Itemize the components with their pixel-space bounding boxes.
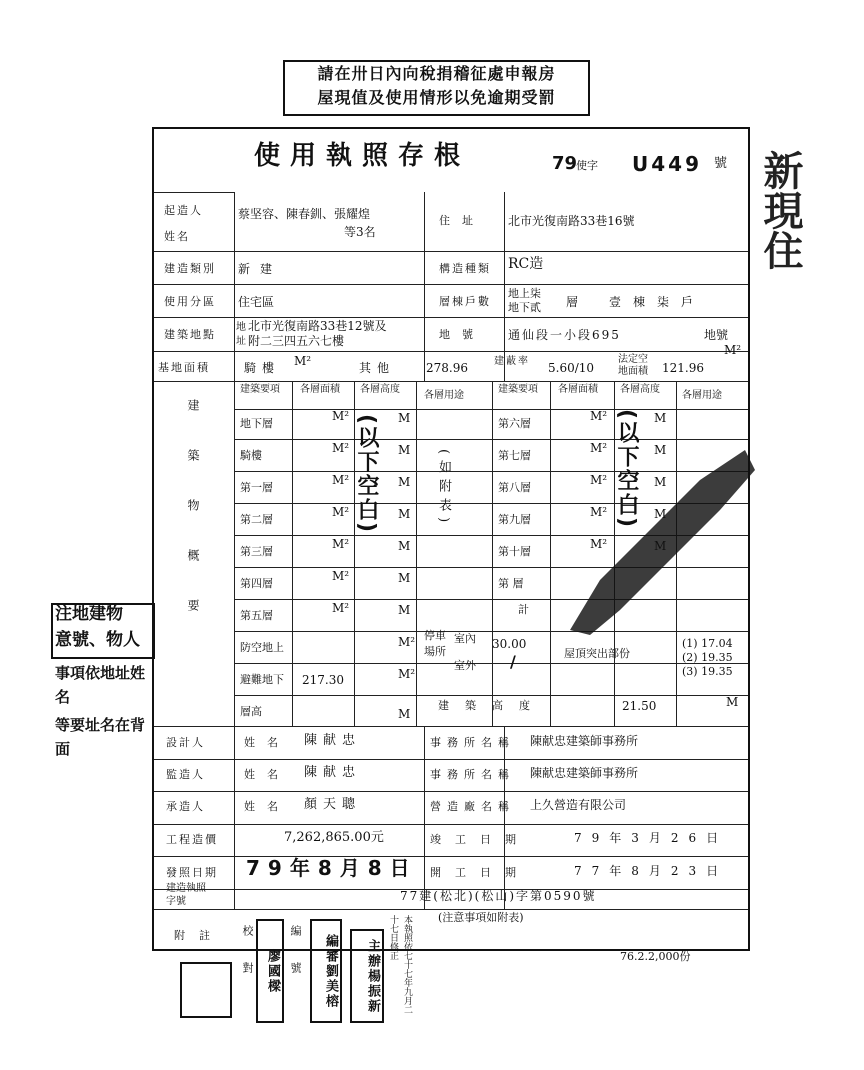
- unit-m-r0: M: [654, 411, 667, 425]
- building-height-value: 21.50: [622, 699, 657, 713]
- header-area-left: 各層面積: [300, 384, 340, 395]
- unit-m2-l5: M²: [332, 569, 350, 583]
- floors-above: 地上柒: [508, 287, 541, 300]
- designer-firm-label: 事務所名稱: [430, 736, 515, 749]
- build-type-value: 新建: [238, 262, 283, 276]
- location-line-1: 北市光復南路33巷12號及: [248, 319, 387, 333]
- unit-m2-r2: M²: [590, 473, 608, 487]
- notice-line-2: 屋現值及使用情形以免逾期受罰: [317, 88, 556, 107]
- unit-m-r1: M: [654, 443, 667, 457]
- unit-m2-r0: M²: [590, 409, 608, 423]
- header-height-left: 各層高度: [360, 384, 400, 395]
- parking-label-a: 停車: [424, 629, 446, 642]
- lot-suffix: 地號: [704, 328, 729, 342]
- site-area-label: 基地面積: [158, 361, 210, 374]
- unit-m-l3: M: [398, 507, 411, 521]
- cost-label: 工程造價: [166, 833, 218, 846]
- footer-print-info: 76.2.2,000份: [620, 950, 691, 963]
- unit-m-r3: M: [654, 507, 667, 521]
- stamp-4: 本執照依七十七年九月二十七日修正: [388, 915, 412, 1014]
- attached-note: (如附表): [436, 449, 451, 529]
- floor-right-2: 第八層: [498, 481, 531, 494]
- supervisor-firm-label: 事務所名稱: [430, 768, 515, 781]
- permit-number: U449: [632, 152, 702, 176]
- contractor-firm: 上久營造有限公司: [530, 798, 627, 812]
- contractor-name: 顏天聰: [304, 797, 362, 812]
- edge-marks: 新現住: [757, 150, 804, 270]
- unit-m-l6: M: [398, 603, 411, 617]
- remarks-col-b: 編號: [289, 925, 302, 999]
- unit-m-l9: M: [398, 707, 411, 721]
- building-side-label: 建築物概要: [186, 399, 200, 649]
- start-value: 77年8月23日: [574, 864, 729, 878]
- stamp-1: 廖國樑: [256, 919, 284, 1023]
- header-item-right: 建築要項: [498, 384, 538, 395]
- floor-left-8: 避難地下: [240, 673, 284, 686]
- floor-right-3: 第九層: [498, 513, 531, 526]
- completion-label: 竣工日期: [430, 833, 530, 846]
- floors-unit: 層: [566, 295, 579, 309]
- permit-year: 79: [552, 153, 578, 174]
- unit-m2-l1: M²: [332, 441, 350, 455]
- floor-right-5: 第 層: [498, 577, 524, 590]
- applicant-label-bottom: 姓名: [164, 230, 190, 243]
- header-use-right: 各層用途: [682, 390, 722, 401]
- supervisor-firm: 陳献忠建築師事務所: [530, 766, 639, 780]
- permit-label-a: 建造執照: [166, 883, 206, 894]
- floor-left-2: 第一層: [240, 481, 273, 494]
- floor-left-1: 騎樓: [240, 449, 262, 462]
- projection-v2: (2) 19.35: [682, 651, 733, 664]
- floor-left-5: 第四層: [240, 577, 273, 590]
- applicant-count: 等3名: [344, 225, 376, 239]
- floor-left-6: 第五層: [240, 609, 273, 622]
- side-note: [51, 603, 152, 823]
- permit-value: 77建(松北)(松山)字第0590號: [400, 889, 597, 903]
- permit-label-b: 字號: [166, 896, 186, 907]
- header-use-left: 各層用途: [424, 390, 464, 401]
- blank-note-left: (以下空白): [354, 414, 379, 535]
- stamp-2: 編審劉美榕: [310, 919, 342, 1023]
- projection-v3: (3) 19.35: [682, 665, 733, 678]
- lot-value: 通仙段一小段695: [508, 328, 621, 342]
- location-prefix-b: 址: [236, 336, 246, 347]
- floor-right-0: 第六層: [498, 417, 531, 430]
- legal-unit: M²: [724, 343, 742, 357]
- zoning-value: 住宅區: [238, 295, 275, 309]
- floor-right-4: 第十層: [498, 545, 531, 558]
- applicant-address: 北市光復南路33巷16號: [508, 214, 635, 228]
- unit-m-l4: M: [398, 539, 411, 553]
- contractor-firm-label: 營造廠名稱: [430, 800, 515, 813]
- lot-label: 地號: [439, 328, 485, 341]
- unit-m2-l8: M²: [398, 667, 416, 681]
- permit-prefix: 使字: [576, 159, 598, 172]
- location-prefix-a: 地: [236, 322, 246, 333]
- unit-m-l1: M: [398, 443, 411, 457]
- building-height-unit: M: [726, 695, 739, 709]
- designer-firm: 陳献忠建築師事務所: [530, 734, 639, 748]
- applicant-label-top: 起造人: [164, 204, 203, 217]
- ink-smudge: [560, 440, 760, 640]
- structure-label: 構造種類: [439, 262, 491, 275]
- unit-m2-l6: M²: [332, 601, 350, 615]
- notice-box: [283, 60, 590, 116]
- coverage-label: 建蔽率: [494, 356, 530, 367]
- stamp-3: 主辦楊振新: [350, 929, 384, 1023]
- unit-m2-l3: M²: [332, 505, 350, 519]
- structure-value: RC造: [508, 256, 544, 272]
- floor-left-0: 地下層: [240, 417, 273, 430]
- remarks-col-a: 校對: [241, 925, 254, 999]
- parking-outdoor-value: /: [510, 652, 516, 671]
- other-value: 278.96: [426, 361, 468, 375]
- unit-m2-l0: M²: [332, 409, 350, 423]
- location-line-2: 附二三四五六七樓: [248, 334, 345, 348]
- floor-left-4: 第三層: [240, 545, 273, 558]
- unit-m2-l7: M²: [398, 635, 416, 649]
- floors-count: 壹棟柒戶: [609, 295, 706, 309]
- unit-m2-l4: M²: [332, 537, 350, 551]
- designer-name: 陳献忠: [304, 733, 362, 748]
- shelter-below-value: 217.30: [302, 673, 344, 687]
- applicant-names: 蔡坚容、陳春釧、張耀煌: [238, 207, 371, 221]
- location-label: 建築地點: [164, 328, 216, 341]
- floors-below: 地下貳: [508, 301, 541, 314]
- permit-note: (注意事項如附表): [438, 911, 524, 924]
- issue-label: 發照日期: [166, 866, 218, 879]
- remarks-label: 附註: [174, 929, 224, 942]
- supervisor-name-label: 姓名: [244, 768, 290, 781]
- unit-m2-r1: M²: [590, 441, 608, 455]
- unit-m-l2: M: [398, 475, 411, 489]
- floor-right-6: 計: [518, 603, 529, 616]
- zoning-label: 使用分區: [164, 295, 216, 308]
- unit-m-l5: M: [398, 571, 411, 585]
- supervisor-name: 陳献忠: [304, 765, 362, 780]
- parking-label-b: 場所: [424, 645, 446, 658]
- unit-m-l0: M: [398, 411, 411, 425]
- side-note-line-2: 意號、物人: [55, 630, 140, 650]
- building-height-label: 建築高度: [438, 699, 546, 712]
- unit-m2-r3: M²: [590, 505, 608, 519]
- header-height-right: 各層高度: [620, 384, 660, 395]
- header-area-right: 各層面積: [558, 384, 598, 395]
- floor-right-1: 第七層: [498, 449, 531, 462]
- floors-label: 層棟戶數: [439, 295, 491, 308]
- legal-value: 121.96: [662, 361, 704, 375]
- arcade-unit: M²: [294, 354, 312, 368]
- legal-label-a: 法定空: [618, 354, 648, 365]
- other-label: 其他: [359, 361, 396, 375]
- header-item-left: 建築要項: [240, 384, 280, 395]
- blank-note-right: (以下空白): [614, 409, 639, 530]
- contractor-role: 承造人: [166, 800, 205, 813]
- floor-left-3: 第二層: [240, 513, 273, 526]
- build-type-label: 建造類別: [164, 262, 216, 275]
- unit-m2-l2: M²: [332, 473, 350, 487]
- legal-label-b: 地面積: [618, 366, 648, 377]
- start-label: 開工日期: [430, 866, 530, 879]
- side-note-line-1: 注地建物: [55, 604, 123, 624]
- permit-suffix: 號: [714, 156, 728, 171]
- unit-m-r2: M: [654, 475, 667, 489]
- side-note-line-4: 等要址名在背面: [55, 716, 146, 758]
- completion-value: 79年3月26日: [574, 831, 729, 845]
- cost-value: 7,262,865.00元: [284, 830, 384, 845]
- issue-value: 79年8月8日: [246, 856, 418, 880]
- coverage-value: 5.60/10: [548, 361, 595, 375]
- parking-indoor-value: 30.00: [492, 637, 527, 651]
- parking-outdoor-label: 室外: [454, 659, 476, 672]
- unit-m2-r4: M²: [590, 537, 608, 551]
- projection-label: 屋頂突出部份: [564, 647, 630, 660]
- floor-left-7: 防空地上: [240, 641, 284, 654]
- designer-role: 設計人: [166, 736, 205, 749]
- address-label: 住址: [439, 214, 485, 227]
- supervisor-role: 監造人: [166, 768, 205, 781]
- notice-line-1: 請在卅日內向稅捐稽征處申報房: [317, 64, 556, 83]
- form-title: 使用執照存根: [254, 141, 471, 171]
- arcade-label: 騎樓: [244, 361, 281, 375]
- side-note-line-3: 事項依地址姓名: [55, 664, 146, 706]
- small-stamp: [180, 962, 232, 1018]
- designer-name-label: 姓名: [244, 736, 290, 749]
- parking-indoor-label: 室內: [454, 632, 476, 645]
- floor-left-9: 層高: [240, 705, 262, 718]
- projection-v1: (1) 17.04: [682, 637, 733, 650]
- contractor-name-label: 姓名: [244, 800, 290, 813]
